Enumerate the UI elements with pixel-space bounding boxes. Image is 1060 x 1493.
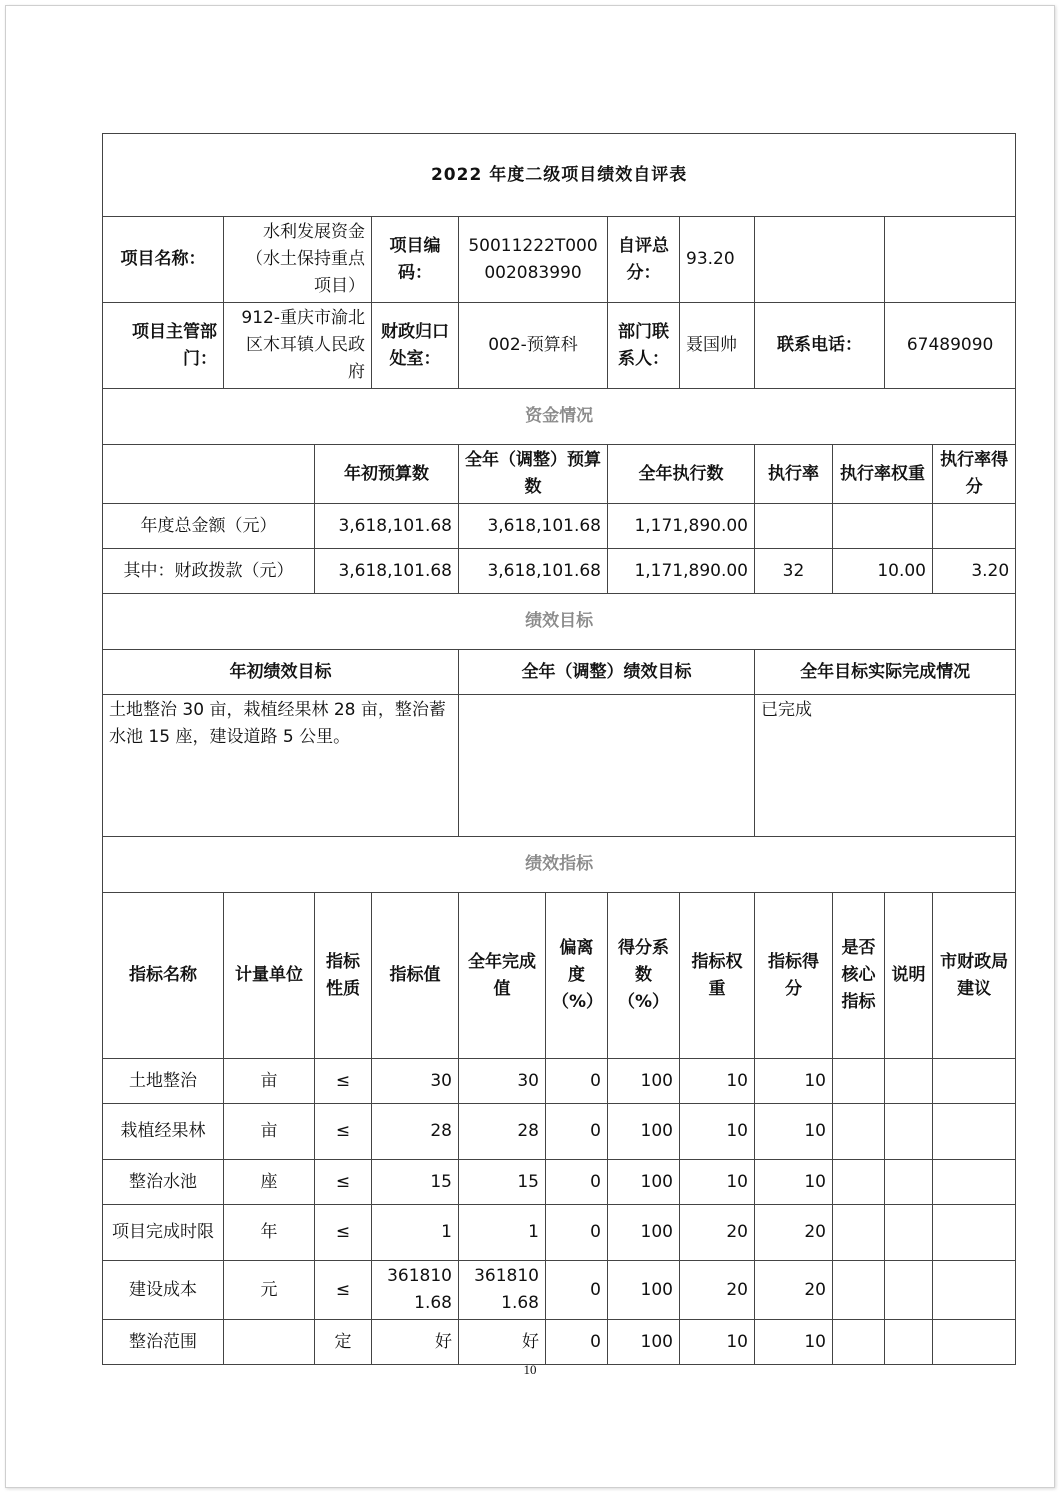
indicator-unit: 元 — [224, 1261, 315, 1320]
indicator-score: 10 — [755, 1320, 833, 1365]
indicator-deviation: 0 — [546, 1261, 608, 1320]
indicator-actual: 1 — [459, 1205, 546, 1261]
indicator-nature: ≤ — [315, 1160, 372, 1205]
indicator-header: 得分系数（%） — [608, 893, 680, 1059]
goals-header-row — [103, 650, 1016, 695]
indicator-score: 20 — [755, 1205, 833, 1261]
indicator-deviation: 0 — [546, 1205, 608, 1261]
indicator-note — [885, 1261, 933, 1320]
evaluation-form-table — [102, 133, 1016, 1365]
indicator-note — [885, 1320, 933, 1365]
indicator-advice — [933, 1261, 1016, 1320]
adjusted-goal-text — [459, 695, 755, 837]
indicator-row — [103, 1261, 1016, 1320]
funds-value — [933, 504, 1016, 549]
empty-cell — [755, 217, 885, 303]
indicator-nature: ≤ — [315, 1059, 372, 1104]
indicator-core — [833, 1205, 885, 1261]
info-row-1 — [103, 217, 1016, 303]
funds-value: 10.00 — [833, 549, 933, 594]
dept-label: 项目主管部门： — [103, 303, 224, 389]
indicator-actual: 好 — [459, 1320, 546, 1365]
indicator-header: 市财政局建议 — [933, 893, 1016, 1059]
funds-row-label: 其中：财政拨款（元） — [103, 549, 315, 594]
indicator-score: 10 — [755, 1160, 833, 1205]
indicator-weight: 10 — [680, 1059, 755, 1104]
page-number: 10 — [523, 1362, 537, 1377]
finance-office-label: 财政归口处室： — [372, 303, 459, 389]
indicator-name: 建设成本 — [103, 1261, 224, 1320]
indicator-note — [885, 1104, 933, 1160]
funds-header: 年初预算数 — [315, 445, 459, 504]
indicator-row — [103, 1059, 1016, 1104]
funds-section-title: 资金情况 — [103, 389, 1016, 445]
indicator-note — [885, 1160, 933, 1205]
indicator-unit: 亩 — [224, 1059, 315, 1104]
indicator-weight: 10 — [680, 1320, 755, 1365]
indicator-deviation: 0 — [546, 1104, 608, 1160]
funds-header-row — [103, 445, 1016, 504]
goals-header: 全年（调整）绩效目标 — [459, 650, 755, 695]
indicator-header: 说明 — [885, 893, 933, 1059]
indicator-advice — [933, 1205, 1016, 1261]
indicator-coef: 100 — [608, 1205, 680, 1261]
indicator-header: 计量单位 — [224, 893, 315, 1059]
funds-value: 3.20 — [933, 549, 1016, 594]
funds-value: 3,618,101.68 — [315, 549, 459, 594]
empty-cell — [103, 445, 315, 504]
funds-section-row — [103, 389, 1016, 445]
indicator-actual: 28 — [459, 1104, 546, 1160]
self-score-label: 自评总分： — [608, 217, 680, 303]
indicator-weight: 10 — [680, 1160, 755, 1205]
indicator-row — [103, 1104, 1016, 1160]
indicator-score: 20 — [755, 1261, 833, 1320]
funds-header: 执行率得分 — [933, 445, 1016, 504]
indicator-unit: 座 — [224, 1160, 315, 1205]
indicators-section-row — [103, 837, 1016, 893]
indicator-deviation: 0 — [546, 1059, 608, 1104]
indicator-weight: 20 — [680, 1205, 755, 1261]
funds-row — [103, 504, 1016, 549]
indicator-advice — [933, 1059, 1016, 1104]
project-code-value: 50011222T000002083990 — [459, 217, 608, 303]
indicator-unit: 亩 — [224, 1104, 315, 1160]
actual-completion-text: 已完成 — [755, 695, 1016, 837]
indicator-target: 3618101.68 — [372, 1261, 459, 1320]
indicator-name: 项目完成时限 — [103, 1205, 224, 1261]
goals-header: 年初绩效目标 — [103, 650, 459, 695]
initial-goal-text: 土地整治 30 亩，栽植经果林 28 亩，整治蓄水池 15 座，建设道路 5 公里。 — [103, 695, 459, 837]
indicator-note — [885, 1059, 933, 1104]
indicator-header: 全年完成值 — [459, 893, 546, 1059]
indicator-nature: ≤ — [315, 1261, 372, 1320]
indicators-header-row — [103, 893, 1016, 1059]
indicator-actual: 3618101.68 — [459, 1261, 546, 1320]
indicator-target: 1 — [372, 1205, 459, 1261]
contact-value: 聂国帅 — [680, 303, 755, 389]
indicator-unit: 年 — [224, 1205, 315, 1261]
finance-office-value: 002-预算科 — [459, 303, 608, 389]
funds-header: 全年（调整）预算数 — [459, 445, 608, 504]
indicator-actual: 30 — [459, 1059, 546, 1104]
goals-section-title: 绩效目标 — [103, 594, 1016, 650]
funds-value — [833, 504, 933, 549]
goals-content-row — [103, 695, 1016, 837]
funds-row-label: 年度总金额（元） — [103, 504, 315, 549]
form-title: 2022 年度二级项目绩效自评表 — [103, 134, 1016, 217]
project-code-label: 项目编码： — [372, 217, 459, 303]
indicator-target: 30 — [372, 1059, 459, 1104]
phone-value: 67489090 — [885, 303, 1016, 389]
indicator-name: 土地整治 — [103, 1059, 224, 1104]
funds-value: 1,171,890.00 — [608, 549, 755, 594]
funds-value: 3,618,101.68 — [459, 504, 608, 549]
indicator-core — [833, 1261, 885, 1320]
funds-value: 1,171,890.00 — [608, 504, 755, 549]
indicator-header: 指标得分 — [755, 893, 833, 1059]
indicator-header: 指标值 — [372, 893, 459, 1059]
indicator-header: 指标权重 — [680, 893, 755, 1059]
indicator-nature: 定 — [315, 1320, 372, 1365]
funds-value: 32 — [755, 549, 833, 594]
indicator-row — [103, 1320, 1016, 1365]
indicator-header: 偏离度（%） — [546, 893, 608, 1059]
goals-section-row — [103, 594, 1016, 650]
indicator-weight: 20 — [680, 1261, 755, 1320]
dept-value: 912-重庆市渝北区木耳镇人民政府 — [224, 303, 372, 389]
indicator-unit — [224, 1320, 315, 1365]
contact-label: 部门联系人： — [608, 303, 680, 389]
indicator-core — [833, 1320, 885, 1365]
indicator-row — [103, 1205, 1016, 1261]
indicator-note — [885, 1205, 933, 1261]
funds-value: 3,618,101.68 — [315, 504, 459, 549]
indicator-nature: ≤ — [315, 1205, 372, 1261]
indicator-advice — [933, 1104, 1016, 1160]
self-score-value: 93.20 — [680, 217, 755, 303]
indicator-core — [833, 1160, 885, 1205]
indicator-actual: 15 — [459, 1160, 546, 1205]
indicator-header: 指标性质 — [315, 893, 372, 1059]
indicator-deviation: 0 — [546, 1320, 608, 1365]
indicator-score: 10 — [755, 1104, 833, 1160]
funds-value — [755, 504, 833, 549]
indicator-nature: ≤ — [315, 1104, 372, 1160]
indicator-coef: 100 — [608, 1104, 680, 1160]
funds-header: 执行率权重 — [833, 445, 933, 504]
indicator-name: 整治水池 — [103, 1160, 224, 1205]
funds-header: 执行率 — [755, 445, 833, 504]
indicator-score: 10 — [755, 1059, 833, 1104]
title-row — [103, 134, 1016, 217]
indicator-coef: 100 — [608, 1160, 680, 1205]
indicator-advice — [933, 1320, 1016, 1365]
funds-value: 3,618,101.68 — [459, 549, 608, 594]
info-row-2 — [103, 303, 1016, 389]
indicator-header: 指标名称 — [103, 893, 224, 1059]
phone-label: 联系电话： — [755, 303, 885, 389]
indicator-coef: 100 — [608, 1059, 680, 1104]
indicator-core — [833, 1059, 885, 1104]
indicator-target: 好 — [372, 1320, 459, 1365]
indicator-advice — [933, 1160, 1016, 1205]
indicator-name: 整治范围 — [103, 1320, 224, 1365]
indicator-target: 15 — [372, 1160, 459, 1205]
indicator-coef: 100 — [608, 1320, 680, 1365]
funds-header: 全年执行数 — [608, 445, 755, 504]
indicator-weight: 10 — [680, 1104, 755, 1160]
project-name-value: 水利发展资金（水土保持重点项目） — [224, 217, 372, 303]
indicator-target: 28 — [372, 1104, 459, 1160]
indicator-name: 栽植经果林 — [103, 1104, 224, 1160]
funds-row — [103, 549, 1016, 594]
empty-cell — [885, 217, 1016, 303]
goals-header: 全年目标实际完成情况 — [755, 650, 1016, 695]
project-name-label: 项目名称： — [103, 217, 224, 303]
indicator-deviation: 0 — [546, 1160, 608, 1205]
indicator-row — [103, 1160, 1016, 1205]
indicator-coef: 100 — [608, 1261, 680, 1320]
indicator-core — [833, 1104, 885, 1160]
indicators-section-title: 绩效指标 — [103, 837, 1016, 893]
indicator-header: 是否核心指标 — [833, 893, 885, 1059]
